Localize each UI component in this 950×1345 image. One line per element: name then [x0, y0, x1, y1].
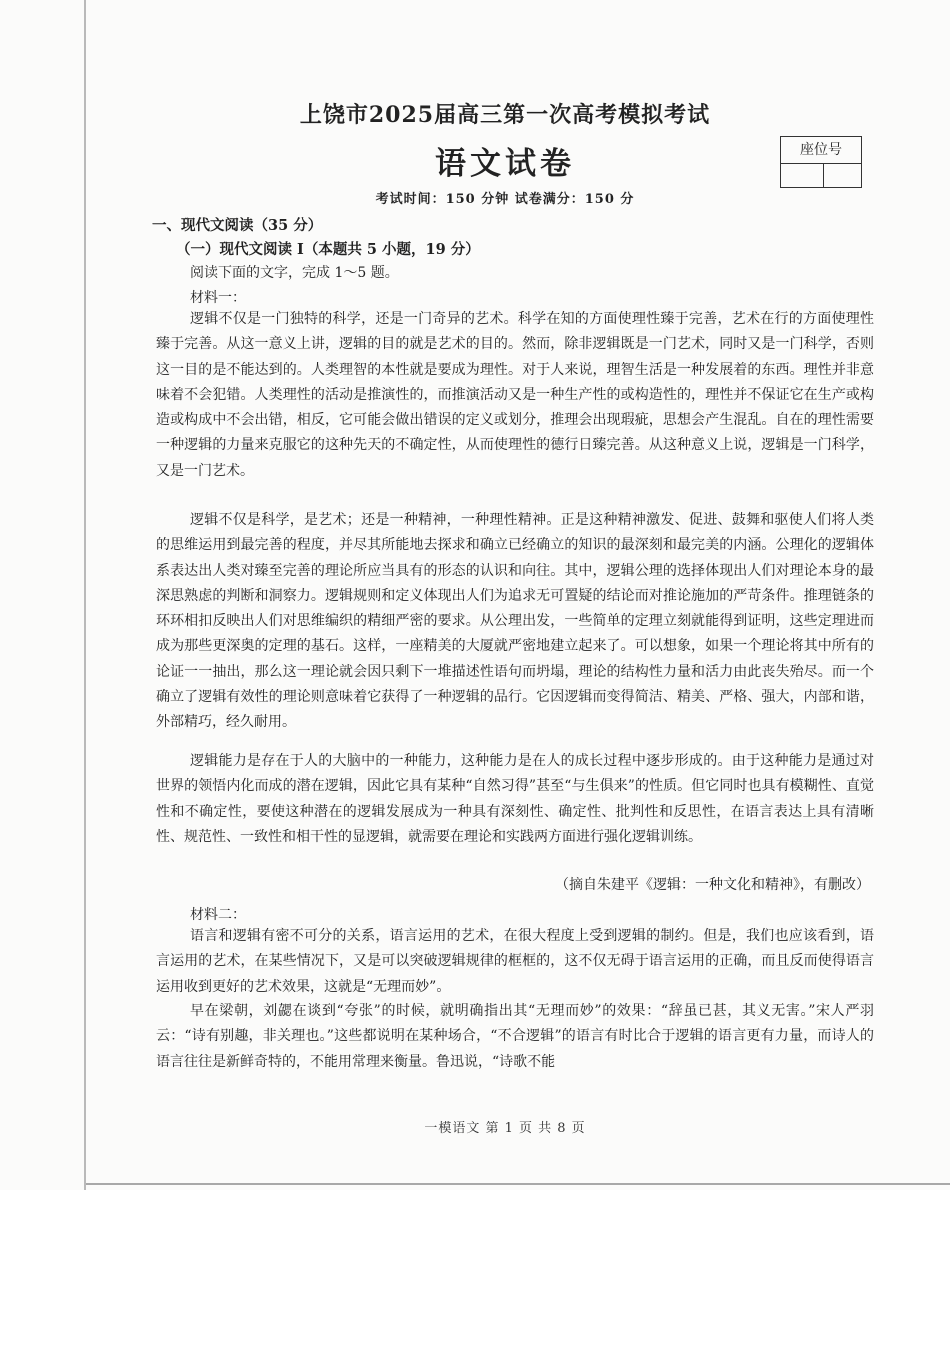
seat-number-label: 座位号: [781, 137, 861, 164]
page-footer: 一模语文 第 1 页 共 8 页: [424, 1121, 586, 1136]
reading-instruction: 阅读下面的文字，完成 1～5 题。: [190, 265, 399, 281]
material-one-label: 材料一：: [190, 290, 246, 306]
material-two-paragraph: 语言和逻辑有密不可分的关系，语言运用的艺术，在很大程度上受到逻辑的制约。但是，我们也应该看到，语言运用的艺术，在某些情况下，又是可以突破逻辑规律的框框的，这不仅无碍于语言运用的正确，而且反而使得语言运用收到更好的艺术效果，这就是“无理而妙”。: [156, 928, 874, 995]
page-bottom-edge: [86, 1183, 950, 1185]
material-two-paragraph: 早在梁朝，刘勰在谈到“夸张”的时候，就明确指出其“无理而妙”的效果：“辞虽已甚，其义无害。”宋人严羽云：“诗有别趣，非关理也。”这些都说明在某种场合，“不合逻辑”的语言有时比合于逻辑的语言更有力量，而诗人的语言往往是新鲜奇特的，不能用常理来衡量。鲁迅说，“诗歌不能: [156, 1003, 874, 1070]
seat-number-box: [780, 136, 862, 188]
material-one-paragraph: 逻辑不仅是科学，是艺术；还是一种精神，一种理性精神。正是这种精神激发、促进、鼓舞和驱使人们将人类的思维运用到最完善的程度，并尽其所能地去探求和确立已经确立的知识的最深刻和最完美的内涵。公理化的逻辑体系表达出人类对臻至完善的理论所应当具有的形态的认识和向往。其中，逻辑公理的选择体现出人们对理论本身的最深思熟虑的判断和洞察力。逻辑规则和定义体现出人们为追求无可置疑的结论而对推论施加的严苛条件。推理链条的环环相扣反映出人们对思维编织的精细严密的要求。从公理出发，一些简单的定理立刻就能得到证明，这些定理进而成为那些更深奥的定理的基石。这样，一座精美的大厦就严密地建立起来了。可以想象，如果一个理论将其中所有的论证一一抽出，那么这一理论就会因只剩下一堆描述性语句而坍塌，理论的结构性力量和活力由此丧失殆尽。而一个确立了逻辑有效性的理论则意味着它获得了一种逻辑的品行。它因逻辑而变得简洁、精美、严格、强大，内部和谐，外部精巧，经久耐用。: [156, 512, 874, 731]
subsection-heading: （一）现代文阅读 I（本题共 5 小题，19 分）: [176, 241, 480, 258]
material-one-source: （摘自朱建平《逻辑：一种文化和精神》，有删改）: [555, 877, 870, 893]
material-one-paragraph: 逻辑不仅是一门独特的科学，还是一门奇异的艺术。科学在知的方面使理性臻于完善，艺术在行的方面使理性臻于完善。从这一意义上讲，逻辑的目的就是艺术的目的。然而，除非逻辑既是一门艺术，同时又是一门科学，否则这一目的是不能达到的。人类理智的本性就是要成为理性。对于人来说，理智生活是一种发展着的东西。理性并非意味着不会犯错。人类理性的活动是推演性的，而推演活动又是一种生产性的或构造性的，理性并不保证它在生产或构造或构成中不会出错，相反，它可能会做出错误的定义或划分，推理会出现瑕疵，思想会产生混乱。自在的理性需要一种逻辑的力量来克服它的这种先天的不确定性，从而使理性的德行日臻完善。从这种意义上说，逻辑是一门科学，又是一门艺术。: [156, 311, 874, 479]
seat-number-cell: [781, 163, 824, 187]
material-one-paragraph: 逻辑能力是存在于人的大脑中的一种能力，这种能力是在人的成长过程中逐步形成的。由于这种能力是通过对世界的领悟内化而成的潜在逻辑，因此它具有某种“自然习得”甚至“与生俱来”的性质。但它同时也具有模糊性、直觉性和不确定性，要使这种潜在的逻辑发展成为一种具有深刻性、确定性、批判性和反思性，在语言表达上具有清晰性、规范性、一致性和相干性的显逻辑，就需要在理论和实践两方面进行强化逻辑训练。: [156, 753, 874, 845]
section-heading: 一、现代文阅读（35 分）: [152, 217, 323, 234]
exam-title: 上饶市2025届高三第一次高考模拟考试: [299, 102, 711, 128]
exam-subtitle: 语文试卷: [435, 146, 575, 182]
exam-info: 考试时间：150 分钟 试卷满分：150 分: [375, 192, 635, 207]
material-two-label: 材料二：: [190, 907, 246, 923]
